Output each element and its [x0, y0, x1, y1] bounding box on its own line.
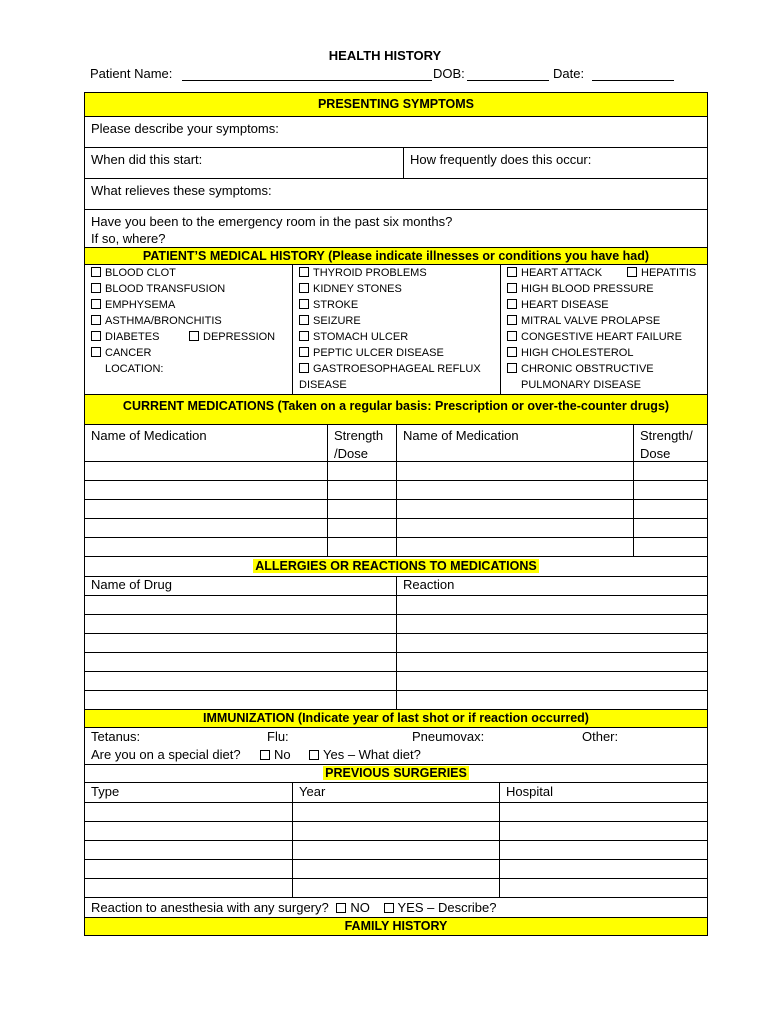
anesthesia-question: Reaction to anesthesia with any surgery?	[91, 900, 329, 915]
checkbox-icon[interactable]	[309, 750, 319, 760]
immunization-heading: IMMUNIZATION (Indicate year of last shot or if reaction occurred)	[85, 710, 707, 728]
table-cell[interactable]	[396, 672, 707, 690]
checkbox-icon[interactable]	[91, 283, 101, 293]
checkbox-item[interactable]: BLOOD CLOT	[91, 265, 286, 281]
presenting-symptoms-heading: PRESENTING SYMPTOMS	[85, 93, 707, 117]
table-cell[interactable]	[396, 653, 707, 671]
describe-symptoms-field[interactable]	[85, 117, 707, 148]
relieves-field[interactable]	[85, 179, 707, 210]
checkbox-icon[interactable]	[507, 267, 517, 277]
dob-label: DOB:	[433, 66, 465, 81]
checkbox-icon[interactable]	[260, 750, 270, 760]
checkbox-icon[interactable]	[189, 331, 199, 341]
table-row	[85, 672, 707, 691]
checkbox-item[interactable]: BLOOD TRANSFUSION	[91, 281, 286, 297]
checkbox-icon[interactable]	[627, 267, 637, 277]
table-cell[interactable]	[85, 691, 396, 709]
table-cell[interactable]	[85, 803, 292, 821]
anesthesia-yes-option[interactable]: YES – Describe?	[384, 900, 497, 915]
checkbox-icon[interactable]	[507, 331, 517, 341]
checkbox-icon[interactable]	[299, 299, 309, 309]
allergies-heading-row	[85, 557, 707, 577]
checkbox-icon[interactable]	[299, 363, 309, 373]
table-cell[interactable]	[396, 519, 633, 537]
checkbox-item[interactable]: MITRAL VALVE PROLAPSE	[507, 313, 701, 329]
medications-heading: CURRENT MEDICATIONS (Taken on a regular basis: Prescription or over-the-counter drugs)	[85, 395, 707, 425]
checkbox-icon[interactable]	[507, 315, 517, 325]
table-cell[interactable]	[633, 519, 707, 537]
table-cell[interactable]	[499, 841, 707, 859]
checkbox-item-continuation: PULMONARY DISEASE	[521, 379, 642, 391]
checkbox-item[interactable]: EMPHYSEMA	[91, 297, 286, 313]
table-cell[interactable]	[396, 481, 633, 499]
table-row	[85, 860, 707, 879]
checkbox-item[interactable]: DIABETES	[91, 331, 159, 343]
table-row	[85, 462, 707, 481]
table-cell[interactable]	[85, 596, 396, 614]
pneumovax-label: Pneumovax:	[412, 729, 485, 744]
checkbox-item[interactable]: GASTROESOPHAGEAL REFLUX	[299, 361, 494, 377]
date-label: Date:	[553, 66, 585, 81]
checkbox-item[interactable]: STROKE	[299, 297, 494, 313]
health-history-form	[84, 92, 708, 936]
checkbox-icon[interactable]	[336, 903, 346, 913]
table-cell[interactable]	[633, 462, 707, 480]
table-row	[85, 500, 707, 519]
checkbox-item[interactable]: HEART DISEASE	[507, 297, 701, 313]
other-label: Other:	[582, 729, 619, 744]
diet-no-option[interactable]: No	[260, 746, 291, 764]
surgery-year-header: Year	[292, 783, 499, 802]
checkbox-icon[interactable]	[507, 283, 517, 293]
table-row	[85, 879, 707, 898]
table-cell[interactable]	[85, 634, 396, 652]
checkbox-icon[interactable]	[299, 347, 309, 357]
checkbox-item[interactable]: HEART ATTACK	[507, 267, 602, 279]
diet-yes-option[interactable]: Yes – What diet?	[309, 746, 421, 764]
anesthesia-reaction-row	[85, 898, 707, 918]
table-row	[85, 481, 707, 500]
checkbox-icon[interactable]	[91, 347, 101, 357]
checkbox-row-diabetes	[91, 329, 286, 345]
drug-name-header: Name of Drug	[91, 577, 172, 592]
checkbox-item[interactable]: PEPTIC ULCER DISEASE	[299, 345, 494, 361]
checkbox-icon[interactable]	[91, 331, 101, 341]
table-cell[interactable]	[85, 860, 292, 878]
table-cell[interactable]	[85, 841, 292, 859]
cancer-location-label: LOCATION:	[105, 363, 164, 375]
table-cell[interactable]	[396, 615, 707, 633]
checkbox-item[interactable]: KIDNEY STONES	[299, 281, 494, 297]
table-cell[interactable]	[499, 803, 707, 821]
surgery-type-header: Type	[91, 784, 120, 799]
relieves-label: What relieves these symptoms:	[91, 183, 272, 198]
er-question: Have you been to the emergency room in the past six months?	[91, 214, 453, 229]
when-start-label: When did this start:	[91, 152, 203, 167]
checkbox-item[interactable]: HIGH CHOLESTEROL	[507, 345, 701, 361]
table-row	[85, 841, 707, 860]
frequency-label: How frequently does this occur:	[410, 152, 592, 167]
frequency-field[interactable]	[403, 148, 707, 178]
form-title: HEALTH HISTORY	[328, 48, 442, 63]
table-cell[interactable]	[85, 879, 292, 897]
table-row	[85, 596, 707, 615]
checkbox-item[interactable]: STOMACH ULCER	[299, 329, 494, 345]
table-cell[interactable]	[633, 481, 707, 499]
checkbox-item[interactable]: HEPATITIS	[627, 265, 696, 281]
table-cell[interactable]	[396, 634, 707, 652]
checkbox-item[interactable]: CONGESTIVE HEART FAILURE	[507, 329, 701, 345]
immunization-block	[85, 728, 707, 765]
checkbox-item-continuation: DISEASE	[299, 379, 347, 391]
checkbox-icon[interactable]	[507, 299, 517, 309]
table-cell[interactable]	[85, 822, 292, 840]
table-cell[interactable]	[327, 500, 396, 518]
allergies-header-row	[85, 577, 707, 596]
er-visit-field[interactable]	[85, 210, 707, 248]
table-cell[interactable]	[85, 462, 327, 480]
when-start-field[interactable]	[85, 148, 403, 178]
table-cell[interactable]	[396, 596, 707, 614]
medication-strength-header: Strength /Dose	[327, 425, 396, 461]
table-cell[interactable]	[396, 691, 707, 709]
patient-name-label: Patient Name:	[90, 66, 173, 81]
checkbox-icon[interactable]	[91, 267, 101, 277]
table-row	[85, 615, 707, 634]
table-cell[interactable]	[292, 803, 499, 821]
table-cell[interactable]	[292, 860, 499, 878]
dob-field[interactable]	[467, 66, 549, 81]
table-cell[interactable]	[327, 462, 396, 480]
surgeries-heading-row	[85, 765, 707, 783]
describe-symptoms-label: Please describe your symptoms:	[91, 121, 279, 136]
table-cell[interactable]	[396, 538, 633, 556]
checkbox-icon[interactable]	[299, 315, 309, 325]
medication-rows	[85, 462, 707, 557]
tetanus-label: Tetanus:	[91, 729, 141, 744]
table-row	[85, 538, 707, 557]
checkbox-item[interactable]: ASTHMA/BRONCHITIS	[91, 313, 286, 329]
er-where-question: If so, where?	[91, 231, 166, 246]
checkbox-icon[interactable]	[384, 903, 394, 913]
medical-history-col1	[85, 265, 292, 394]
table-cell[interactable]	[499, 879, 707, 897]
anesthesia-no-option[interactable]: NO	[336, 900, 370, 915]
table-row	[85, 803, 707, 822]
table-cell[interactable]	[292, 822, 499, 840]
allergies-heading: ALLERGIES OR REACTIONS TO MEDICATIONS	[255, 559, 537, 573]
medical-history-heading: PATIENT’S MEDICAL HISTORY (Please indicate illnesses or conditions you have had)	[85, 248, 707, 265]
medical-history-col2	[292, 265, 500, 394]
table-cell[interactable]	[499, 822, 707, 840]
table-row	[85, 634, 707, 653]
checkbox-row-heart-attack	[507, 265, 701, 281]
surgeries-header-row	[85, 783, 707, 803]
table-cell[interactable]	[633, 538, 707, 556]
checkbox-item[interactable]: HIGH BLOOD PRESSURE	[507, 281, 701, 297]
patient-name-field[interactable]	[182, 66, 432, 81]
table-cell[interactable]	[327, 481, 396, 499]
table-cell[interactable]	[85, 519, 327, 537]
table-cell[interactable]	[292, 879, 499, 897]
medical-history-col3	[500, 265, 707, 394]
table-cell[interactable]	[85, 500, 327, 518]
special-diet-question: Are you on a special diet?	[91, 747, 241, 762]
checkbox-item[interactable]: THYROID PROBLEMS	[299, 265, 494, 281]
table-cell[interactable]	[85, 653, 396, 671]
medical-history-checklist	[85, 265, 707, 395]
allergy-rows	[85, 596, 707, 710]
table-cell[interactable]	[396, 462, 633, 480]
checkbox-item[interactable]: SEIZURE	[299, 313, 494, 329]
medication-name-header-2: Name of Medication	[396, 425, 633, 461]
checkbox-icon[interactable]	[507, 347, 517, 357]
reaction-header: Reaction	[396, 577, 707, 595]
checkbox-icon[interactable]	[91, 299, 101, 309]
checkbox-icon[interactable]	[299, 283, 309, 293]
checkbox-item[interactable]: CANCER	[91, 345, 286, 361]
table-row	[85, 519, 707, 538]
flu-label: Flu:	[267, 729, 289, 744]
table-cell[interactable]	[85, 538, 327, 556]
symptom-onset-row	[85, 148, 707, 179]
table-row	[85, 691, 707, 710]
checkbox-icon[interactable]	[507, 363, 517, 373]
table-row	[85, 653, 707, 672]
checkbox-item[interactable]: DEPRESSION	[189, 329, 275, 345]
medication-strength-header-2: Strength/ Dose	[633, 425, 707, 461]
medication-name-header: Name of Medication	[91, 428, 207, 443]
checkbox-icon[interactable]	[91, 315, 101, 325]
table-cell[interactable]	[633, 500, 707, 518]
checkbox-icon[interactable]	[299, 267, 309, 277]
table-cell[interactable]	[327, 519, 396, 537]
table-cell[interactable]	[499, 860, 707, 878]
checkbox-item[interactable]: CHRONIC OBSTRUCTIVE	[507, 361, 701, 377]
surgery-hospital-header: Hospital	[499, 783, 707, 802]
checkbox-icon[interactable]	[299, 331, 309, 341]
table-cell[interactable]	[85, 481, 327, 499]
table-row	[85, 822, 707, 841]
table-cell[interactable]	[85, 615, 396, 633]
table-cell[interactable]	[396, 500, 633, 518]
table-cell[interactable]	[327, 538, 396, 556]
family-history-heading: FAMILY HISTORY	[85, 918, 707, 936]
date-field[interactable]	[592, 66, 674, 81]
surgeries-heading: PREVIOUS SURGERIES	[325, 766, 467, 780]
table-cell[interactable]	[85, 672, 396, 690]
table-cell[interactable]	[292, 841, 499, 859]
surgery-rows	[85, 803, 707, 898]
medications-header-row	[85, 425, 707, 462]
